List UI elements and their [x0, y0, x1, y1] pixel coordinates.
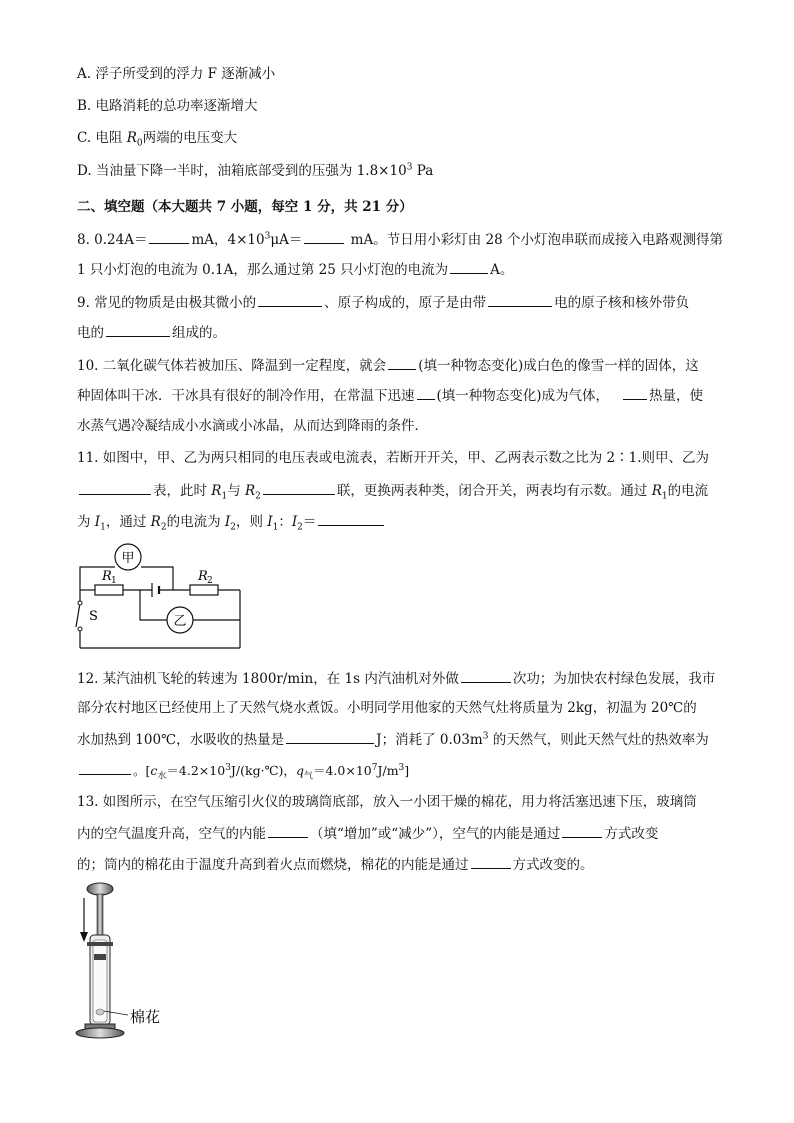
- question-10-line-2: 种固体叫干冰．干冰具有很好的制冷作用，在常温下迅速 (填一种物态变化)成为气体， 热量，使: [77, 385, 703, 406]
- question-11-line-3: 为 $I_1$，通过 $R_2$的电流为 $I_2$，则 $I_1$：$I_2=$: [77, 511, 386, 532]
- resistor-r1: [95, 585, 123, 595]
- circuit-diagram: [70, 543, 250, 653]
- answer-blank[interactable]: [304, 229, 344, 244]
- answer-blank[interactable]: [268, 823, 308, 838]
- question-11-line-1: 11. 如图中，甲、乙为两只相同的电压表或电流表，若断开开关，甲、乙两表示数之比为 2∶1.则甲、乙为: [77, 450, 710, 466]
- answer-blank[interactable]: [623, 385, 647, 400]
- question-13-line-2: 内的空气温度升高，空气的内能 （填“增加”或“减少”），空气的内能是通过 方式改变: [77, 823, 658, 844]
- answer-blank[interactable]: [471, 854, 511, 869]
- svg-text:S: S: [89, 609, 98, 624]
- piston-knob: [87, 883, 113, 895]
- switch-contact: [78, 627, 82, 631]
- question-12-line-3: 水加热到 100℃，水吸收的热量是 J；消耗了 $0.03m^3$ 的天然气，则此天然气灶的热效率为: [77, 729, 709, 750]
- option-a[interactable]: A. 浮子所受到的浮力 F 逐渐减小: [77, 66, 276, 82]
- answer-blank[interactable]: [106, 322, 170, 337]
- answer-blank[interactable]: [388, 355, 416, 370]
- question-8-line-1: 8. 0.24A＝ mA，$4\times 10^3\mu A=$ mA。节日用小彩灯由 28 个小灯泡串联而成接入电路观测得第: [77, 229, 723, 250]
- answer-blank[interactable]: [488, 292, 552, 307]
- answer-blank[interactable]: [258, 292, 322, 307]
- answer-blank[interactable]: [318, 511, 384, 526]
- question-13-line-1: 13. 如图所示，在空气压缩引火仪的玻璃筒底部，放入一小团干燥的棉花，用力将活塞迅速下压，玻璃筒: [77, 794, 697, 810]
- question-11-line-2: 表，此时 $R_1$与 $R_2$ 联，更换两表种类，闭合开关，两表均有示数。通过 $R_1$的电流: [77, 480, 708, 501]
- question-12-line-1: 12. 某汽油机飞轮的转速为 1800r/min，在 1s 内汽油机对外做 次功；为加快农村绿色发展，我市: [77, 668, 715, 689]
- svg-text:棉花: 棉花: [130, 1008, 161, 1026]
- question-10-line-1: 10. 二氧化碳气体若被加压、降温到一定程度，就会 (填一种物态变化)成白色的像雪一样的固体，这: [77, 355, 699, 376]
- arrow-head-icon: [80, 932, 88, 942]
- answer-blank[interactable]: [450, 259, 488, 274]
- answer-blank[interactable]: [562, 823, 602, 838]
- base-plate: [76, 1028, 124, 1038]
- svg-text:1: 1: [111, 576, 117, 586]
- section-heading: 二、填空题（本大题共 7 小题，每空 1 分，共 21 分）: [77, 199, 413, 215]
- piston-head: [94, 954, 106, 960]
- switch-blade: [76, 603, 80, 627]
- answer-blank[interactable]: [149, 229, 189, 244]
- svg-text:R: R: [198, 569, 208, 584]
- resistor-r2: [190, 585, 218, 595]
- question-8-line-2: 1 只小灯泡的电流为 0.1A，那么通过第 25 只小灯泡的电流为 A。: [77, 259, 513, 280]
- question-12-line-2: 部分农村地区已经使用上了天然气烧水煮饭。小明同学用他家的天然气灶将质量为 2kg，初温为 20℃的: [77, 700, 697, 716]
- svg-text:2: 2: [207, 576, 213, 586]
- answer-blank[interactable]: [286, 729, 374, 744]
- svg-text:R: R: [102, 569, 112, 584]
- question-9-line-2: 电的 组成的。: [77, 322, 226, 343]
- answer-blank[interactable]: [79, 760, 131, 775]
- answer-blank[interactable]: [417, 385, 435, 400]
- option-c[interactable]: C. 电阻 $R_0$两端的电压变大: [77, 130, 238, 149]
- option-b[interactable]: B. 电路消耗的总功率逐渐增大: [77, 98, 258, 114]
- answer-blank[interactable]: [461, 668, 511, 683]
- option-d[interactable]: D. 当油量下降一半时，油箱底部受到的压强为 $1.8\times 10^3$ Pa: [77, 162, 434, 179]
- question-9-line-1: 9. 常见的物质是由极其微小的 、原子构成的，原子是由带 电的原子核和核外带负: [77, 292, 689, 313]
- svg-text:乙: 乙: [173, 614, 187, 629]
- answer-blank[interactable]: [79, 480, 151, 495]
- question-12-line-4: 。[$c_水=4.2\times 10^3J/(kg\cdot℃)$，$q_气=4.0\times 10^7J/m^3$]: [77, 760, 409, 781]
- cotton-icon: [96, 1009, 104, 1015]
- question-10-line-3: 水蒸气遇冷凝结成小水滴或小冰晶，从而达到降雨的条件．: [77, 418, 428, 434]
- air-compression-igniter-figure: [70, 880, 200, 1045]
- question-13-line-3: 的；筒内的棉花由于温度升高到着火点而燃烧，棉花的内能是通过 方式改变的。: [77, 854, 594, 875]
- answer-blank[interactable]: [263, 480, 335, 495]
- switch-contact: [78, 601, 82, 605]
- svg-text:甲: 甲: [121, 551, 135, 566]
